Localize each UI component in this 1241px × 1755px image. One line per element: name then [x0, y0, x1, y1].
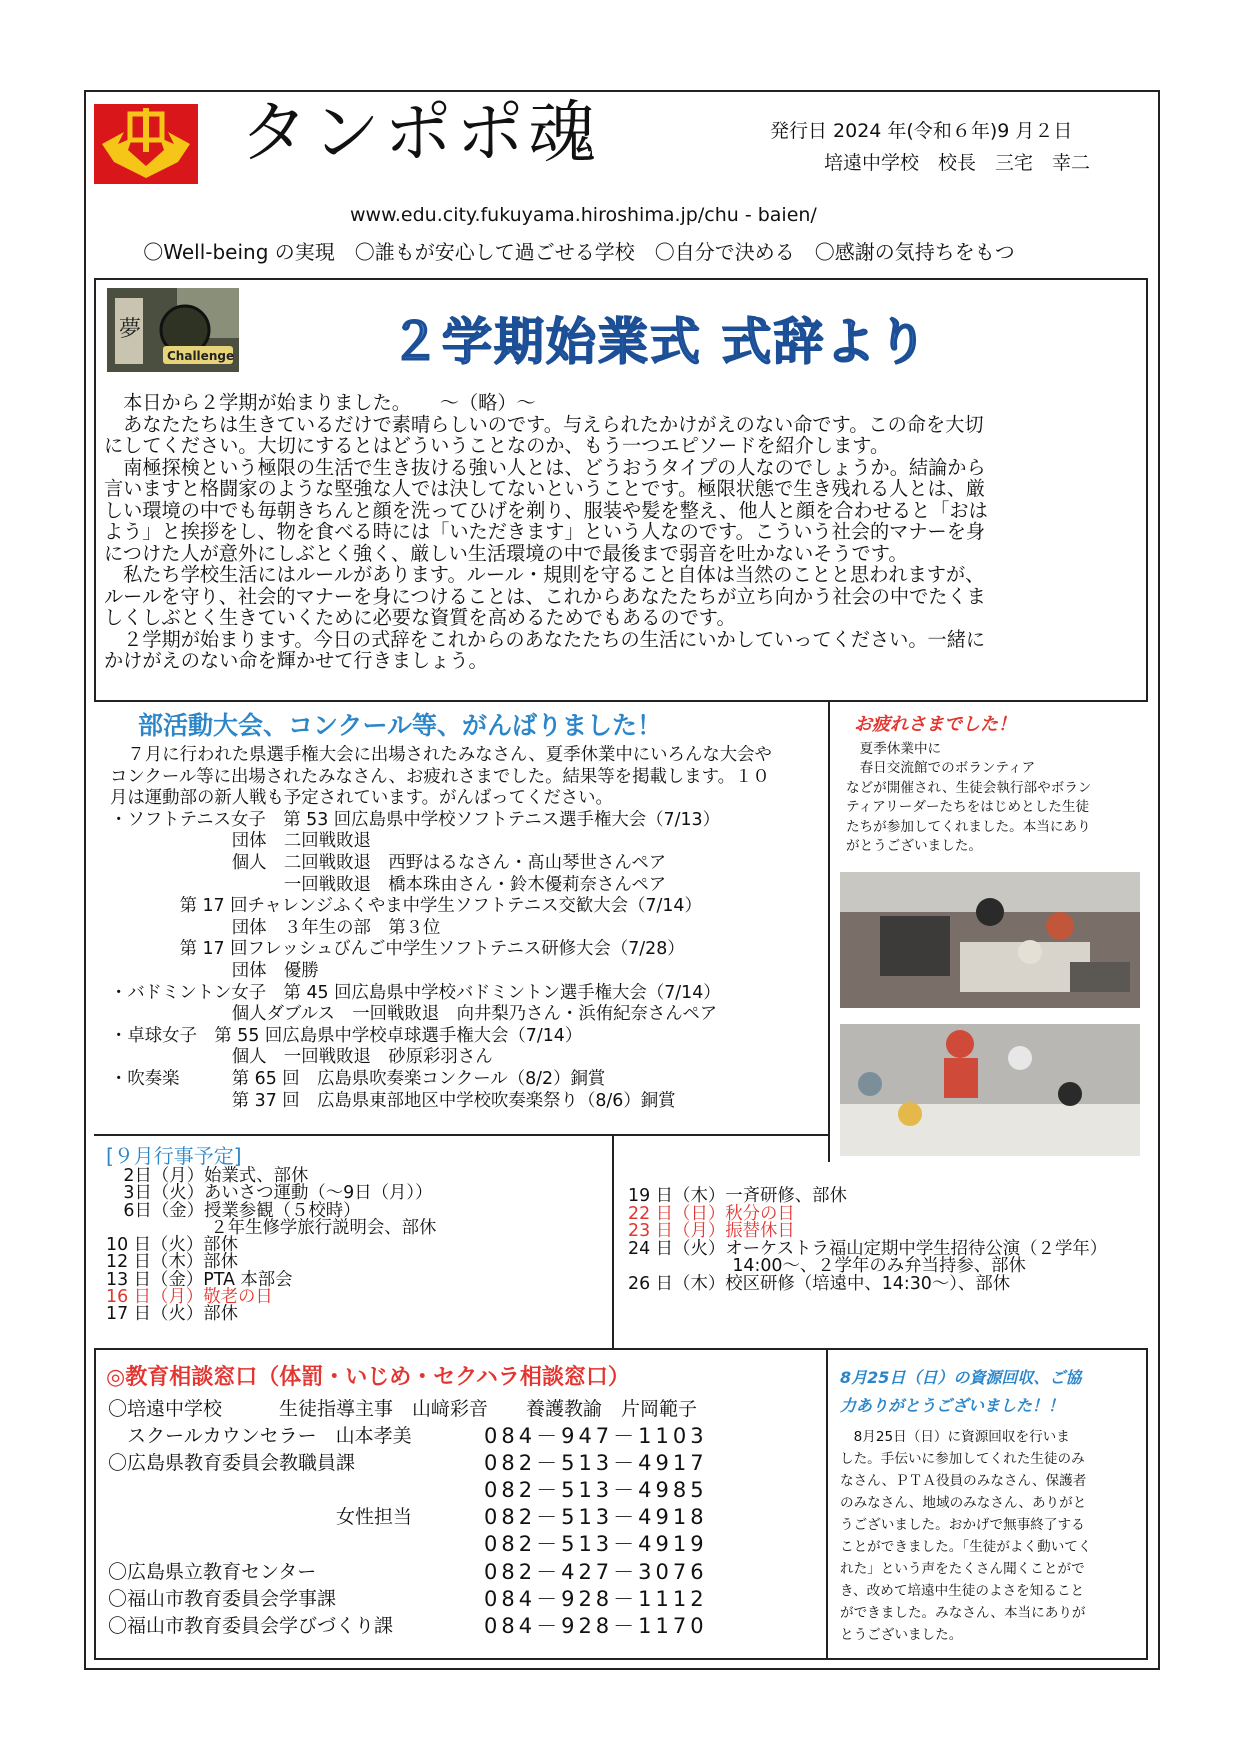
speech-line: 言いますと格闘家のような堅強な人では決してないということです。極限状態で生き残れる人とは、厳	[104, 477, 986, 500]
clubs-line: 一回戦敗退 橋本珠由さん・鈴木優莉奈さんペア	[110, 874, 667, 895]
recycle-title-line: 8月25日（日）の資源回収、ご協	[840, 1368, 1082, 1387]
speech-line: 私たち学校生活にはルールがあります。ルール・規則を守ること自体は当然のことと思われますが、	[104, 563, 985, 586]
clubs-line: 個人ダブルス 一回戦敗退 向井梨乃さん・浜侑紀奈さんペア	[110, 1004, 718, 1025]
consultation-list	[108, 1396, 808, 1648]
clubs-line: 団体 ３年生の部 第３位	[110, 917, 441, 938]
dream-kanji: 夢	[119, 317, 142, 342]
phone-number: 082－513－4918	[484, 1505, 708, 1529]
speech-line: しい環境の中でも毎朝きちんと顔を洗ってひげを剃り、服装や髪を整え、他人と顔を合わせると「おは	[104, 498, 988, 522]
event-item: 24 日（火）オーケストラ福山定期中学生招待公演（２学年）	[628, 1238, 1108, 1259]
event-item: 14:00～、２学年のみ弁当持参、部休	[628, 1256, 1026, 1277]
event-item: 6日（金）授業参観（５校時）	[106, 1200, 361, 1221]
recycle-line: のみなさん、地域のみなさん、ありがと	[840, 1495, 1087, 1511]
consult-row	[108, 1450, 708, 1477]
volunteer-cooking-photo	[840, 872, 1140, 1008]
school-url[interactable]: www.edu.city.fukuyama.hiroshima.jp/chu - baien/	[350, 204, 817, 226]
consult-label: 〇福山市教育委員会学びづくり課	[108, 1615, 394, 1637]
event-item: 10 日（火）部休	[106, 1235, 239, 1256]
thanks-line: 春日交流館でのボランティア	[846, 760, 1036, 777]
event-item: 19 日（木）一斉研修、部休	[628, 1186, 847, 1206]
speech-body	[104, 392, 1114, 672]
event-item: ２年生修学旅行説明会、部休	[106, 1217, 437, 1238]
speech-line: 本日から２学期が始まりました。 ～（略）～	[104, 391, 536, 414]
clubs-line: 第 17 回フレッシュびんご中学生ソフトテニス研修大会（7/28）	[110, 939, 685, 960]
thanks-title: お疲れさまでした！	[854, 714, 1016, 735]
clubs-line: 個人 一回戦敗退 砂原彩羽さん	[110, 1047, 493, 1068]
phone-number: 082－513－4985	[484, 1478, 708, 1502]
speech-line: かけがえのない命を輝かせて行きましょう。	[104, 649, 488, 672]
thanks-line: たちが参加してくれました。本当にあり	[846, 818, 1091, 835]
event-item: 26 日（木）校区研修（培遠中、14:30～）、部休	[628, 1273, 1011, 1294]
clubs-line: ・バドミントン女子 第 45 回広島県中学校バドミントン選手権大会（7/14）	[110, 982, 721, 1003]
consult-label: 女性担当	[108, 1506, 413, 1528]
clubs-line: 団体 二回戦敗退	[110, 831, 371, 852]
event-item: 2日（月）始業式、部休	[106, 1166, 309, 1186]
clubs-line: 団体 優勝	[110, 960, 319, 981]
recycle-title	[840, 1364, 1140, 1420]
thanks-line: ティアリーダーたちをはじめとした生徒	[846, 799, 1090, 816]
divider-v2	[612, 1134, 614, 1348]
speech-line: よう」と挨拶をし、物を食べる時には「いただきます」という人なのです。こういう社会的マナーを身	[104, 520, 986, 543]
speech-line: 南極探検という極限の生活で生き抜ける強い人とは、どうおうタイプの人なのでしょうか。結論から	[104, 455, 986, 479]
event-item: 17 日（火）部休	[106, 1304, 239, 1325]
consult-row	[108, 1504, 708, 1531]
event-item-holiday: 16 日（月）敬老の日	[106, 1287, 273, 1308]
divider-h2	[94, 1134, 828, 1136]
recycle-line: とうございました。	[840, 1627, 963, 1643]
clubs-line: コンクール等に出場されたみなさん、お疲れさまでした。結果等を掲載します。１０	[110, 766, 770, 787]
recycle-line: 8月25日（日）に資源回収を行いま	[840, 1429, 1070, 1445]
clubs-title: 部活動大会、コンクール等、がんばりました！	[138, 711, 663, 740]
events-list-left	[106, 1168, 436, 1324]
speech-line: につけた人が意外にしぶとく強く、厳しい生活環境の中で最後まで弱音を吐かないそうです。	[104, 541, 908, 565]
challenge-sign-text: Challenge	[167, 349, 235, 363]
speech-line: あなたたちは生きているだけで素晴らしいのです。与えられたかけがえのない命です。この命を大切	[104, 412, 984, 436]
consult-row	[108, 1613, 708, 1640]
phone-number: 084－928－1112	[484, 1587, 708, 1611]
dream-sign-photo	[107, 288, 239, 372]
speech-line: にしてください。大切にするとはどういうことなのか、もう一つエピソードを紹介します。	[104, 434, 890, 457]
recycle-line: ができました。みなさん、本当にありが	[840, 1605, 1086, 1621]
divider-v1	[828, 700, 830, 1162]
event-item: 13 日（金）PTA 本部会	[106, 1269, 293, 1290]
clubs-results	[110, 745, 772, 1112]
recycle-line: した。手伝いに参加してくれた生徒のみ	[840, 1451, 1085, 1467]
phone-number: 084－947－1103	[484, 1424, 708, 1448]
events-list-right	[628, 1188, 1107, 1294]
newsletter-title: タンポポ魂	[240, 94, 601, 173]
consult-row	[108, 1396, 697, 1423]
recycle-body	[840, 1426, 1140, 1646]
clubs-line: ７月に行われた県選手権大会に出場されたみなさん、夏季休業中にいろんな大会や	[110, 745, 772, 765]
issue-date: 発行日 2024 年(令和６年)9 月２日	[770, 120, 1073, 142]
consult-label: スクールカウンセラー 山本孝美	[108, 1425, 412, 1447]
consult-label: 〇福山市教育委員会学事課	[108, 1588, 337, 1610]
clubs-line: 月は運動部の新人戦も予定されています。がんばってください。	[110, 788, 613, 809]
thanks-body	[846, 740, 1138, 856]
event-item: 12 日（木）部休	[106, 1252, 239, 1273]
speech-line: ２学期が始まります。今日の式辞をこれからのあなたたちの生活にいかしていってください。一緒に	[104, 627, 986, 651]
recycle-line: ことができました。「生徒がよく動いてく	[840, 1539, 1092, 1555]
consult-label: 〇広島県教育委員会教職員課	[108, 1452, 356, 1474]
school-principal: 培遠中学校 校長 三宅 幸二	[824, 152, 1091, 174]
recycle-line: れた」という声をたくさん聞くことがで	[840, 1561, 1085, 1577]
recycle-line: なさん、ＰＴＡ役員のみなさん、保護者	[840, 1473, 1087, 1489]
phone-number: 082－513－4917	[484, 1451, 708, 1475]
event-item: 3日（火）あいさつ運動（～9日（月））	[106, 1183, 433, 1204]
events-title: [９月行事予定]	[106, 1144, 242, 1168]
clubs-line: 個人 二回戦敗退 西野はるなさん・髙山琴世さんペア	[110, 852, 667, 873]
clubs-line: 第 37 回 広島県東部地区中学校吹奏楽祭り（8/6）銅賞	[110, 1090, 676, 1111]
divider-h1	[94, 700, 1148, 702]
school-logo	[94, 104, 198, 184]
thanks-line: などが開催され、生徒会執行部やボラン	[846, 779, 1092, 796]
clubs-line: ・ソフトテニス女子 第 53 回広島県中学校ソフトテニス選手権大会（7/13）	[110, 809, 720, 830]
consult-row	[108, 1559, 708, 1586]
phone-number: 082－513－4919	[484, 1532, 708, 1556]
consultation-title: ◎教育相談窓口（体罰・いじめ・セクハラ相談窓口）	[106, 1365, 630, 1390]
thanks-line: がとうございました。	[846, 838, 982, 855]
thanks-line: 夏季休業中に	[846, 741, 942, 757]
phone-number: 082－427－3076	[484, 1560, 708, 1584]
school-goals: 〇Well-being の実現 〇誰もが安心して過ごせる学校 〇自分で決める 〇感謝の気持ちをもつ	[143, 240, 1015, 264]
volunteer-group-photo	[840, 1024, 1140, 1156]
recycle-title-line: 力ありがとうございました！！	[840, 1396, 1065, 1415]
recycle-line: うございました。おかげで無事終了する	[840, 1517, 1085, 1533]
consult-label: 〇広島県立教育センター	[108, 1561, 317, 1583]
clubs-line: 第 17 回チャレンジふくやま中学生ソフトテニス交歓大会（7/14）	[110, 896, 702, 917]
speech-line: しくしぶとく生きていくために必要な資質を高めるためでもあるのです。	[104, 606, 736, 629]
clubs-line: ・卓球女子 第 55 回広島県中学校卓球選手権大会（7/14）	[110, 1025, 583, 1046]
event-item-holiday: 22 日（日）秋分の日	[628, 1203, 795, 1224]
recycle-line: き、改めて培遠中生徒のよさを知ること	[840, 1583, 1085, 1599]
consult-row	[108, 1586, 708, 1613]
phone-number: 084－928－1170	[484, 1614, 708, 1638]
event-item-holiday: 23 日（月）振替休日	[628, 1221, 795, 1242]
consult-label: 〇培遠中学校 生徒指導主事 山﨑彩音 養護教諭 片岡範子	[108, 1398, 698, 1420]
consult-row	[108, 1423, 708, 1450]
speech-line: ルールを守り、社会的マナーを身につけることは、これからあなたたちが立ち向かう社会の中でたくま	[104, 584, 986, 608]
clubs-line: ・吹奏楽 第 65 回 広島県吹奏楽コンクール（8/2）銅賞	[110, 1068, 606, 1089]
speech-title: ２学期始業式 式辞より	[390, 313, 930, 371]
